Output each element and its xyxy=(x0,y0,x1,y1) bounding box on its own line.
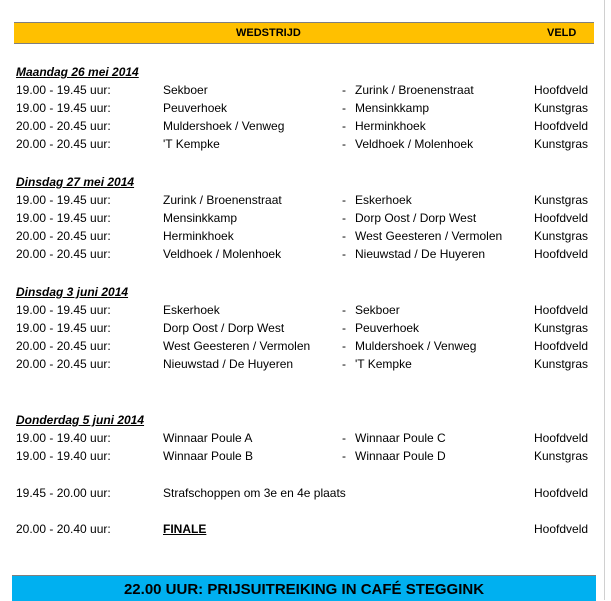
home-team: Nieuwstad / De Huyeren xyxy=(163,357,294,371)
versus-dash: - xyxy=(342,339,346,353)
match-row xyxy=(16,81,596,99)
match-field: Hoofdveld xyxy=(534,303,589,317)
match-field: Hoofdveld xyxy=(534,247,589,261)
match-time: 19.00 - 19.45 uur: xyxy=(16,101,111,115)
away-team: Peuverhoek xyxy=(355,321,420,335)
final-row xyxy=(16,520,596,538)
match-row xyxy=(16,227,596,245)
home-team: West Geesteren / Vermolen xyxy=(163,339,311,353)
match-row xyxy=(16,337,596,355)
away-team: Veldhoek / Molenhoek xyxy=(355,137,474,151)
away-team: Eskerhoek xyxy=(355,193,412,207)
home-team: Muldershoek / Venweg xyxy=(163,119,285,133)
match-row xyxy=(16,245,596,263)
day-block-4 xyxy=(16,411,596,465)
home-team: Winnaar Poule A xyxy=(163,431,253,445)
home-team: Sekboer xyxy=(163,83,208,97)
final-field: Hoofdveld xyxy=(534,522,589,536)
home-team: Eskerhoek xyxy=(163,303,220,317)
home-team: Peuverhoek xyxy=(163,101,228,115)
versus-dash: - xyxy=(342,119,346,133)
match-time: 20.00 - 20.45 uur: xyxy=(16,119,111,133)
away-team: Dorp Oost / Dorp West xyxy=(355,211,477,225)
versus-dash: - xyxy=(342,357,346,371)
day-title: Maandag 26 mei 2014 xyxy=(16,65,139,79)
match-field: Hoofdveld xyxy=(534,339,589,353)
day-title: Donderdag 5 juni 2014 xyxy=(16,413,145,427)
day-title: Dinsdag 3 juni 2014 xyxy=(16,285,129,299)
away-team: Nieuwstad / De Huyeren xyxy=(355,247,486,261)
day-title: Dinsdag 27 mei 2014 xyxy=(16,175,135,189)
footer-bar xyxy=(12,575,596,601)
versus-dash: - xyxy=(342,229,346,243)
match-row xyxy=(16,99,596,117)
home-team: Herminkhoek xyxy=(163,229,234,243)
match-time: 20.00 - 20.45 uur: xyxy=(16,229,111,243)
footer-text: 22.00 UUR: PRIJSUITREIKING IN CAFÉ STEGGINK xyxy=(123,581,485,598)
page-edge-divider xyxy=(604,0,605,600)
match-row xyxy=(16,319,596,337)
away-team: Zurink / Broenenstraat xyxy=(355,83,474,97)
match-time: 19.00 - 19.45 uur: xyxy=(16,193,111,207)
match-time: 19.00 - 19.45 uur: xyxy=(16,321,111,335)
versus-dash: - xyxy=(342,449,346,463)
versus-dash: - xyxy=(342,101,346,115)
match-time: 19.00 - 19.45 uur: xyxy=(16,211,111,225)
match-field: Kunstgras xyxy=(534,101,589,115)
match-row xyxy=(16,117,596,135)
match-field: Hoofdveld xyxy=(534,83,589,97)
match-time: 19.00 - 19.45 uur: xyxy=(16,303,111,317)
match-time: 20.00 - 20.45 uur: xyxy=(16,137,111,151)
match-time: 20.00 - 20.45 uur: xyxy=(16,357,111,371)
home-team: Winnaar Poule B xyxy=(163,449,254,463)
away-team: Sekboer xyxy=(355,303,400,317)
final-label: FINALE xyxy=(163,522,207,536)
versus-dash: - xyxy=(342,211,346,225)
match-row xyxy=(16,191,596,209)
match-time: 19.00 - 19.40 uur: xyxy=(16,431,111,445)
versus-dash: - xyxy=(342,83,346,97)
match-row xyxy=(16,135,596,153)
away-team: Winnaar Poule D xyxy=(355,449,446,463)
versus-dash: - xyxy=(342,193,346,207)
penalties-block xyxy=(16,484,596,502)
match-row xyxy=(16,355,596,373)
match-field: Kunstgras xyxy=(534,193,589,207)
versus-dash: - xyxy=(342,137,346,151)
match-row xyxy=(16,429,596,447)
day-block-1 xyxy=(16,63,596,153)
away-team: Mensinkkamp xyxy=(355,101,430,115)
match-field: Kunstgras xyxy=(534,321,589,335)
match-field: Kunstgras xyxy=(534,229,589,243)
away-team: Muldershoek / Venweg xyxy=(355,339,477,353)
versus-dash: - xyxy=(342,303,346,317)
penalties-description: Strafschoppen om 3e en 4e plaats xyxy=(163,486,346,500)
final-block xyxy=(16,520,596,538)
match-field: Hoofdveld xyxy=(534,211,589,225)
final-time: 20.00 - 20.40 uur: xyxy=(16,522,111,536)
match-time: 20.00 - 20.45 uur: xyxy=(16,339,111,353)
match-row xyxy=(16,301,596,319)
away-team: Winnaar Poule C xyxy=(355,431,446,445)
match-row xyxy=(16,209,596,227)
away-team: West Geesteren / Vermolen xyxy=(355,229,503,243)
home-team: Zurink / Broenenstraat xyxy=(163,193,282,207)
match-time: 19.00 - 19.45 uur: xyxy=(16,83,111,97)
penalties-row xyxy=(16,484,596,502)
match-field: Kunstgras xyxy=(534,137,589,151)
versus-dash: - xyxy=(342,321,346,335)
match-field: Hoofdveld xyxy=(534,119,589,133)
home-team: Veldhoek / Molenhoek xyxy=(163,247,282,261)
day-block-2 xyxy=(16,173,596,263)
header-match-label: WEDSTRIJD xyxy=(236,27,301,39)
match-field: Hoofdveld xyxy=(534,431,589,445)
header-bar xyxy=(14,22,594,44)
match-time: 20.00 - 20.45 uur: xyxy=(16,247,111,261)
versus-dash: - xyxy=(342,431,346,445)
day-block-3 xyxy=(16,283,596,373)
away-team: Herminkhoek xyxy=(355,119,426,133)
away-team: 'T Kempke xyxy=(355,357,412,371)
match-field: Kunstgras xyxy=(534,449,589,463)
header-field-label: VELD xyxy=(547,27,577,39)
versus-dash: - xyxy=(342,247,346,261)
penalties-field: Hoofdveld xyxy=(534,486,589,500)
penalties-time: 19.45 - 20.00 uur: xyxy=(16,486,111,500)
match-field: Kunstgras xyxy=(534,357,589,371)
match-time: 19.00 - 19.40 uur: xyxy=(16,449,111,463)
match-row xyxy=(16,447,596,465)
home-team: 'T Kempke xyxy=(163,137,220,151)
home-team: Dorp Oost / Dorp West xyxy=(163,321,285,335)
home-team: Mensinkkamp xyxy=(163,211,238,225)
